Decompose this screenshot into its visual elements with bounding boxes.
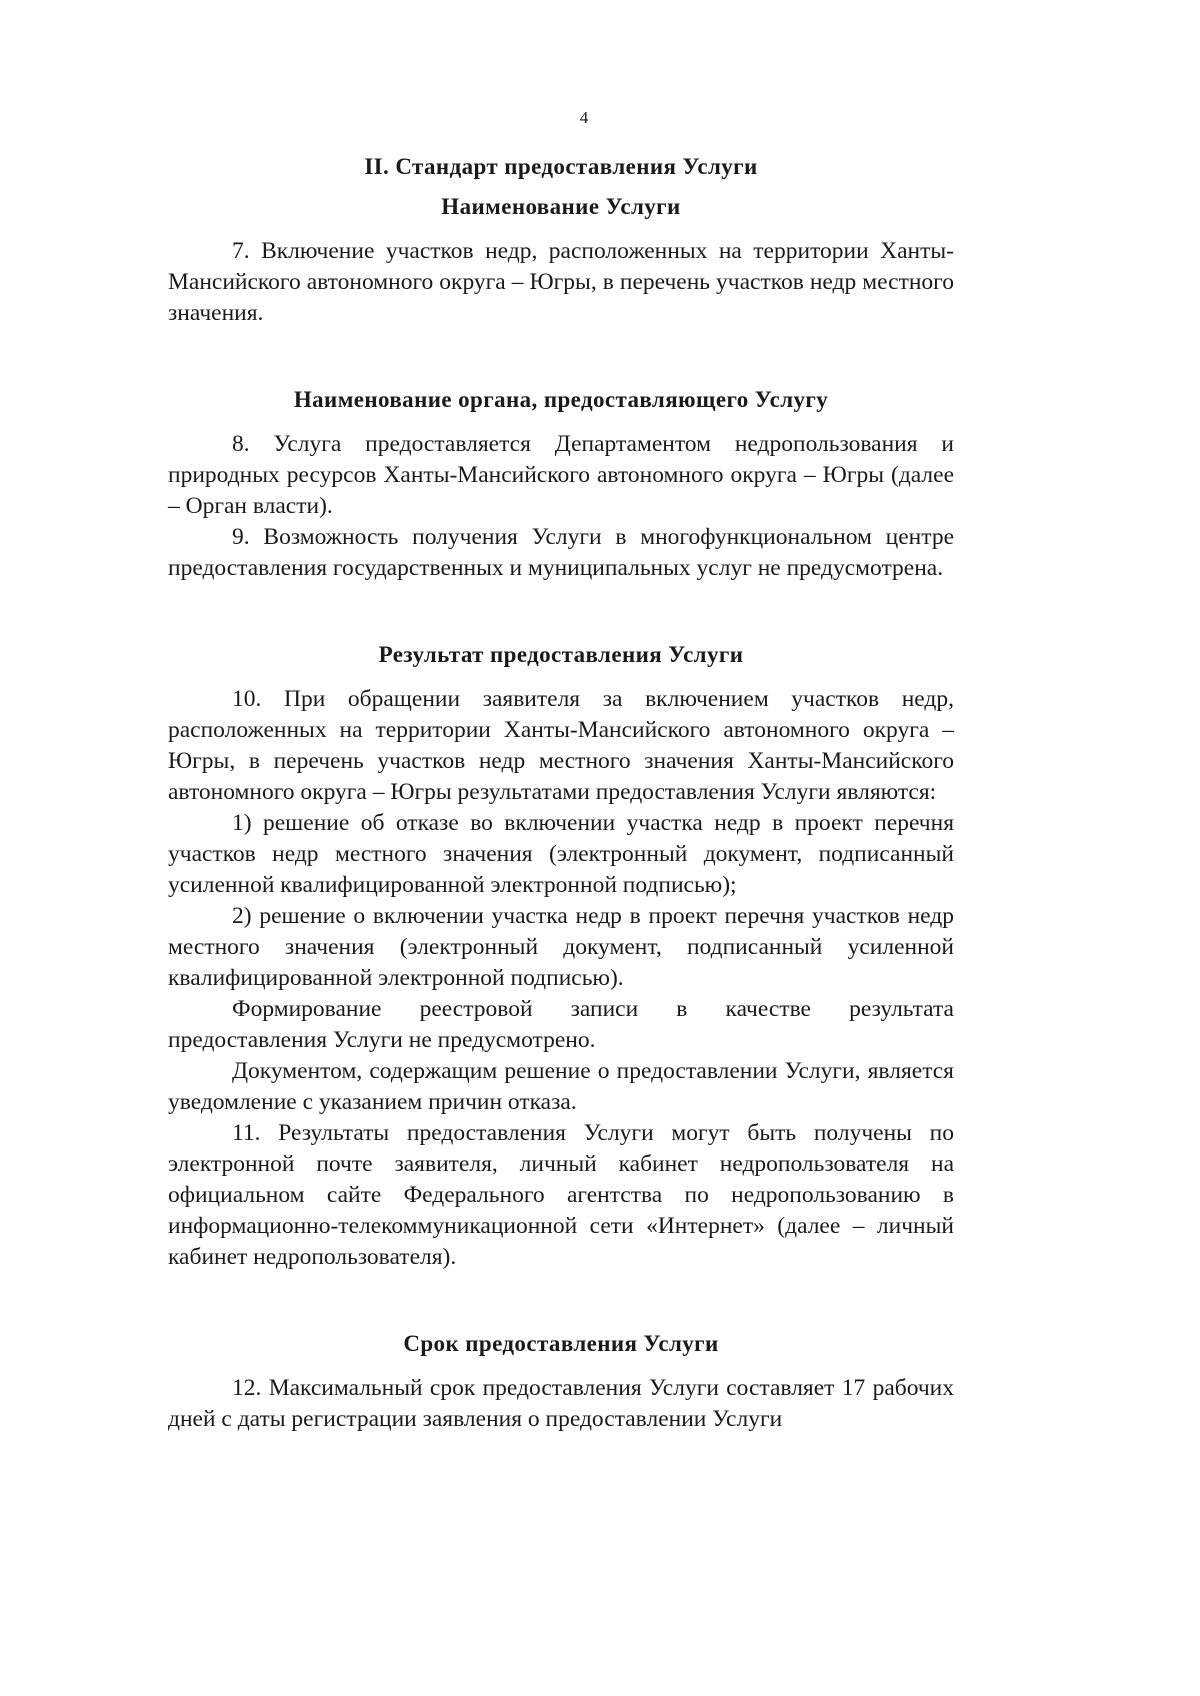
page-number: 4 bbox=[579, 108, 589, 127]
paragraph-7: 7. Включение участков недр, расположенных на территории Ханты-Мансийского автономного округа – Югры, в перечень участков недр местного значения. bbox=[168, 238, 954, 326]
paragraph-8: 8. Услуга предоставляется Департаментом недропользования и природных ресурсов Ханты-Мансийского автономного округа – Югры (далее – Орган власти). bbox=[168, 431, 954, 519]
section-service-name bbox=[168, 236, 954, 329]
section-authority bbox=[168, 429, 954, 584]
paragraph-11: 11. Результаты предоставления Услуги могут быть получены по электронной почте заявителя, личный кабинет недропользователя на официальном сайте Федерального агентства по недропользованию в информационно-телекоммуникационной сети «Интернет» (далее – личный кабинет недропользователя). bbox=[168, 1120, 954, 1270]
section-term bbox=[168, 1373, 954, 1435]
heading-term: Срок предоставления Услуги bbox=[403, 1331, 719, 1356]
paragraph-10-item-1: 1) решение об отказе во включении участка недр в проект перечня участков недр местного значения (электронный документ, подписанный усиленной квалифицированной электронной подписью); bbox=[168, 810, 954, 898]
heading-result: Результат предоставления Услуги bbox=[378, 642, 744, 667]
paragraph-registry-record: Формирование реестровой записи в качестве результата предоставления Услуги не предусмотрено. bbox=[168, 996, 954, 1053]
paragraph-decision-document: Документом, содержащим решение о предоставлении Услуги, является уведомление с указанием причин отказа. bbox=[168, 1058, 954, 1115]
heading-authority: Наименование органа, предоставляющего Услугу bbox=[293, 387, 829, 412]
section-result bbox=[168, 684, 954, 1273]
paragraph-10: 10. При обращении заявителя за включением участков недр, расположенных на территории Ханты-Мансийского автономного округа – Югры, в перечень участков недр местного значения Ханты-Мансийского автономного округа – Югры результатами предоставления Услуги являются: bbox=[168, 686, 954, 805]
paragraph-9: 9. Возможность получения Услуги в многофункциональном центре предоставления государственных и муниципальных услуг не предусмотрена. bbox=[168, 524, 954, 581]
heading-service-name: Наименование Услуги bbox=[441, 194, 681, 219]
paragraph-12: 12. Максимальный срок предоставления Услуги составляет 17 рабочих дней с даты регистрации заявления о предоставлении Услуги bbox=[168, 1375, 954, 1432]
paragraph-10-item-2: 2) решение о включении участка недр в проект перечня участков недр местного значения (электронный документ, подписанный усиленной квалифицированной электронной подписью). bbox=[168, 903, 954, 991]
section-title: II. Стандарт предоставления Услуги bbox=[364, 154, 758, 179]
